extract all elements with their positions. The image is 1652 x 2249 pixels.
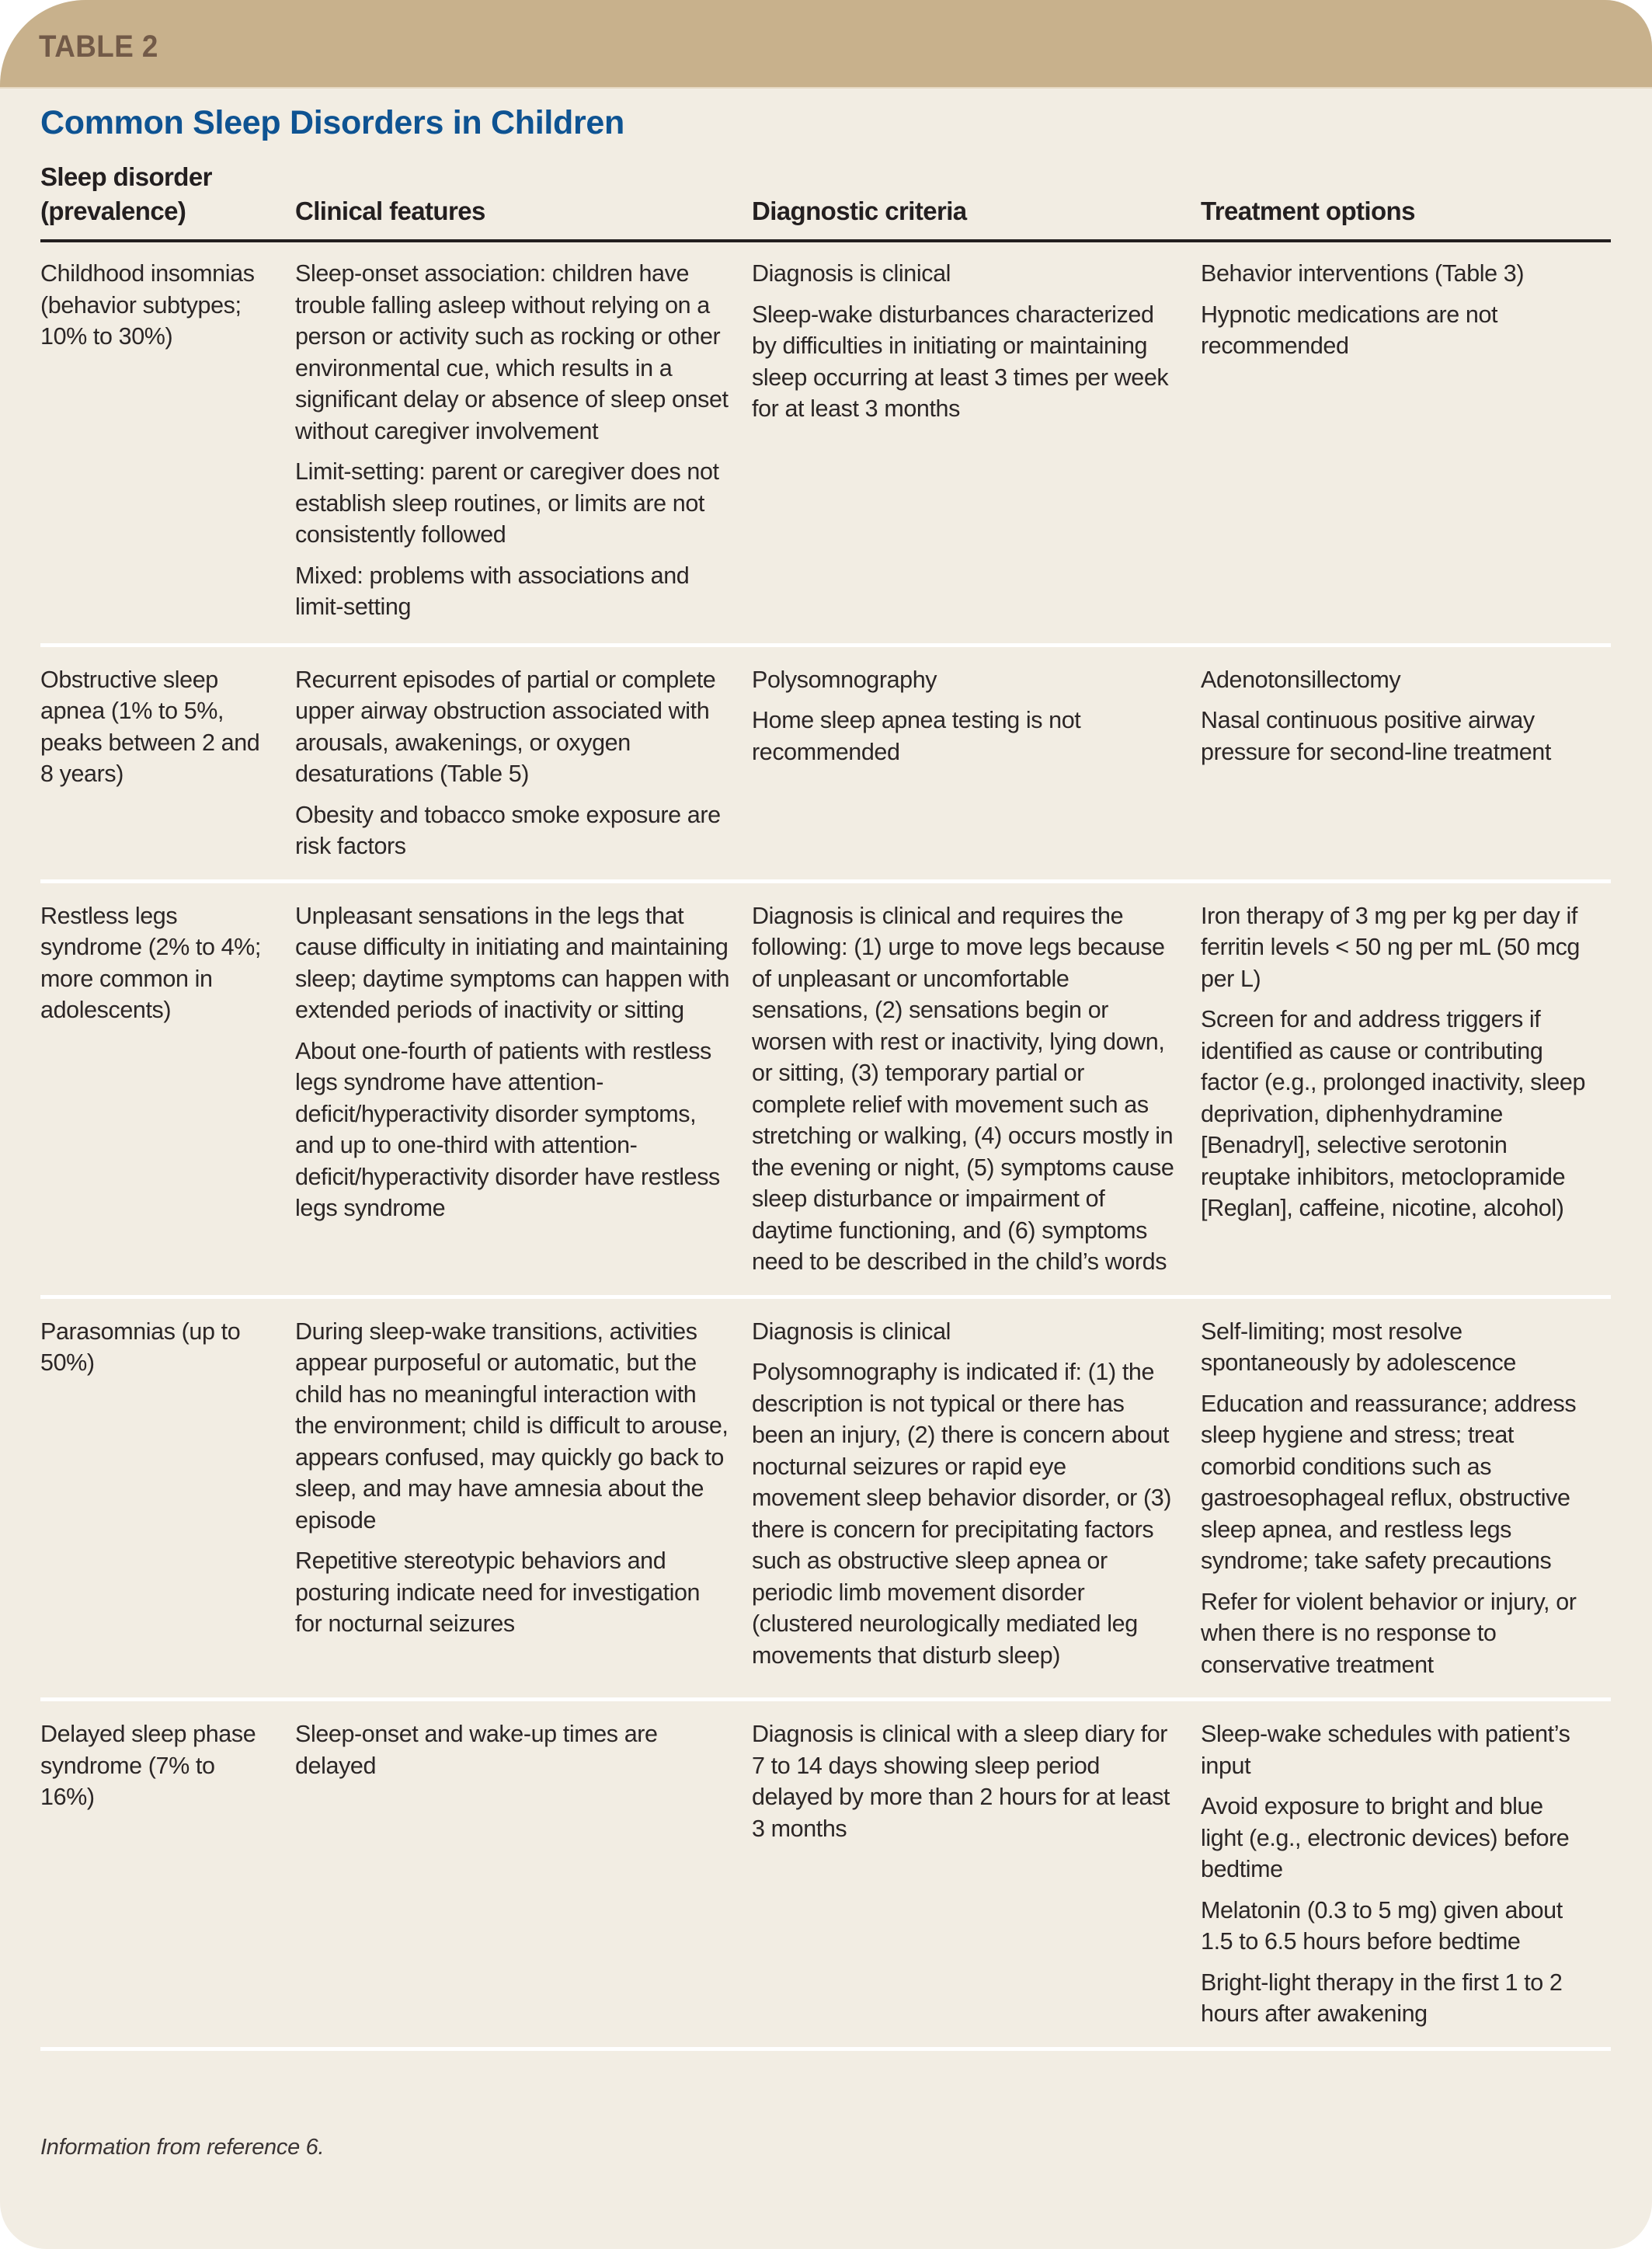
table-title: Common Sleep Disorders in Children (40, 104, 624, 141)
cell-paragraph: Melatonin (0.3 to 5 mg) given about 1.5 to 6.5 hours before bedtime (1201, 1896, 1563, 1955)
table-banner (0, 0, 1652, 89)
cell-paragraph: Unpleasant sensations in the legs that cause difficulty in initiating and maintaining sleep; daytime symptoms can happen with extended periods of inactivity or sitting (295, 902, 730, 1023)
column-header-clinical-features (295, 160, 752, 241)
cell-paragraph: Sleep-onset association: children have trouble falling asleep without relying on a person or activity such as rocking or other environmental cue, which results in a significant delay or absence of sleep onset without caregiver involvement (295, 260, 729, 444)
column-header-line: Sleep disorder (40, 162, 212, 191)
column-header-treatment-options (1201, 160, 1611, 241)
treatment-options-cell (1201, 881, 1611, 1297)
table-row (40, 1297, 1611, 1700)
cell-paragraph: About one-fourth of patients with restless legs syndrome have attention-deficit/hyperactivity disorder symptoms, and up to one-third with attention-deficit/hyperactivity disorder have restless legs syndrome (295, 1037, 720, 1221)
cell-paragraph: Repetitive stereotypic behaviors and posturing indicate need for investigation for nocturnal seizures (295, 1547, 701, 1637)
column-header-line: Diagnostic criteria (752, 197, 967, 225)
cell-paragraph: Sleep-onset and wake-up times are delayed (295, 1721, 658, 1779)
sleep-disorder-name: Childhood insomnias (behavior subtypes; 10% to 30%) (40, 260, 255, 350)
sleep-disorders-table-container (40, 160, 1611, 2051)
sleep-disorder-cell (40, 1297, 295, 1700)
cell-paragraph: Adenotonsillectomy (1201, 666, 1401, 693)
cell-paragraph: Behavior interventions (Table 3) (1201, 260, 1525, 287)
cell-paragraph: Refer for violent behavior or injury, or when there is no response to conservative treatment (1201, 1588, 1577, 1678)
cell-paragraph: Education and reassurance; address sleep hygiene and stress; treat comorbid conditions such as gastroesophageal reflux, obstructive sleep apnea, and restless legs syndrome; take safety precautions (1201, 1390, 1577, 1574)
column-header-sleep-disorder (40, 160, 295, 241)
clinical-features-cell (295, 1700, 752, 2049)
diagnostic-criteria-cell (752, 241, 1201, 645)
treatment-options-cell (1201, 241, 1611, 645)
cell-paragraph: Recurrent episodes of partial or complete upper airway obstruction associated with arousals, awakenings, or oxygen desaturations (Table 5) (295, 666, 716, 787)
cell-paragraph: Nasal continuous positive airway pressure for second-line treatment (1201, 707, 1551, 765)
source-note: Information from reference 6. (40, 2135, 325, 2160)
table-body (40, 241, 1611, 2049)
cell-paragraph: Self-limiting; most resolve spontaneously by adolescence (1201, 1318, 1516, 1376)
cell-paragraph: Diagnosis is clinical with a sleep diary for 7 to 14 days showing sleep period delayed by more than 2 hours for at least 3 months (752, 1721, 1170, 1842)
cell-paragraph: Polysomnography (752, 666, 937, 693)
clinical-features-cell (295, 241, 752, 645)
table-row (40, 1700, 1611, 2049)
cell-paragraph: Screen for and address triggers if identified as cause or contributing factor (e.g., prolonged inactivity, sleep deprivation, diphenhydramine [Benadryl], selective serotonin reuptake inhibitors, metoclopramide [Reglan], caffeine, nicotine, alcohol) (1201, 1006, 1586, 1221)
clinical-features-cell (295, 881, 752, 1297)
sleep-disorder-cell (40, 1700, 295, 2049)
cell-paragraph: Home sleep apnea testing is not recommended (752, 707, 1081, 765)
diagnostic-criteria-cell (752, 1297, 1201, 1700)
sleep-disorder-name: Obstructive sleep apnea (1% to 5%, peaks between 2 and 8 years) (40, 666, 260, 787)
table-header-row (40, 160, 1611, 241)
sleep-disorder-name: Parasomnias (up to 50%) (40, 1318, 241, 1376)
column-header-diagnostic-criteria (752, 160, 1201, 241)
treatment-options-cell (1201, 1297, 1611, 1700)
cell-paragraph: Mixed: problems with associations and limit-setting (295, 562, 690, 620)
sleep-disorders-table (40, 160, 1611, 2051)
sleep-disorder-name: Restless legs syndrome (2% to 4%; more common in adolescents) (40, 902, 261, 1023)
cell-paragraph: Bright-light therapy in the first 1 to 2 hours after awakening (1201, 1969, 1563, 2027)
sleep-disorder-cell (40, 645, 295, 881)
diagnostic-criteria-cell (752, 881, 1201, 1297)
cell-paragraph: Limit-setting: parent or caregiver does not establish sleep routines, or limits are not consistently followed (295, 458, 719, 548)
cell-paragraph: Sleep-wake disturbances characterized by difficulties in initiating or maintaining sleep occurring at least 3 times per week for at least 3 months (752, 301, 1169, 422)
table-row (40, 645, 1611, 881)
cell-paragraph: Diagnosis is clinical and requires the following: (1) urge to move legs because of unpleasant or uncomfortable sensations, (2) sensations begin or worsen with rest or inactivity, lying down, or sitting, (3) temporary partial or complete relief with movement such as stretching or walking, (4) occurs mostly in the evening or night, (5) symptoms cause sleep disturbance or impairment of daytime functioning, and (6) symptoms need to be described in the child’s words (752, 902, 1174, 1275)
treatment-options-cell (1201, 1700, 1611, 2049)
cell-paragraph: During sleep-wake transitions, activities appear purposeful or automatic, but the child has no meaningful interaction with the environment; child is difficult to arouse, appears confused, may quickly go back to sleep, and may have amnesia about the episode (295, 1318, 729, 1534)
cell-paragraph: Hypnotic medications are not recommended (1201, 301, 1498, 359)
column-header-line: Treatment options (1201, 197, 1415, 225)
cell-paragraph: Diagnosis is clinical (752, 260, 951, 287)
cell-paragraph: Diagnosis is clinical (752, 1318, 951, 1345)
column-header-line: Clinical features (295, 197, 485, 225)
clinical-features-cell (295, 645, 752, 881)
sleep-disorder-cell (40, 241, 295, 645)
column-header-line: (prevalence) (40, 197, 186, 225)
treatment-options-cell (1201, 645, 1611, 881)
clinical-features-cell (295, 1297, 752, 1700)
cell-paragraph: Polysomnography is indicated if: (1) the description is not typical or there has been an injury, (2) there is concern about nocturnal seizures or rapid eye movement sleep behavior disorder, or (3) there is concern for precipitating factors such as obstructive sleep apnea or periodic limb movement disorder (clustered neurologically mediated leg movements that disturb sleep) (752, 1359, 1172, 1669)
table-row (40, 241, 1611, 645)
cell-paragraph: Sleep-wake schedules with patient’s input (1201, 1721, 1570, 1779)
table-number-label: TABLE 2 (39, 30, 158, 64)
cell-paragraph: Avoid exposure to bright and blue light (e.g., electronic devices) before bedtime (1201, 1793, 1570, 1882)
diagnostic-criteria-cell (752, 1700, 1201, 2049)
cell-paragraph: Iron therapy of 3 mg per kg per day if ferritin levels < 50 ng per mL (50 mcg per L) (1201, 902, 1580, 992)
cell-paragraph: Obesity and tobacco smoke exposure are risk factors (295, 801, 721, 859)
sleep-disorder-name: Delayed sleep phase syndrome (7% to 16%) (40, 1721, 256, 1810)
sleep-disorder-cell (40, 881, 295, 1297)
diagnostic-criteria-cell (752, 645, 1201, 881)
table-row (40, 881, 1611, 1297)
